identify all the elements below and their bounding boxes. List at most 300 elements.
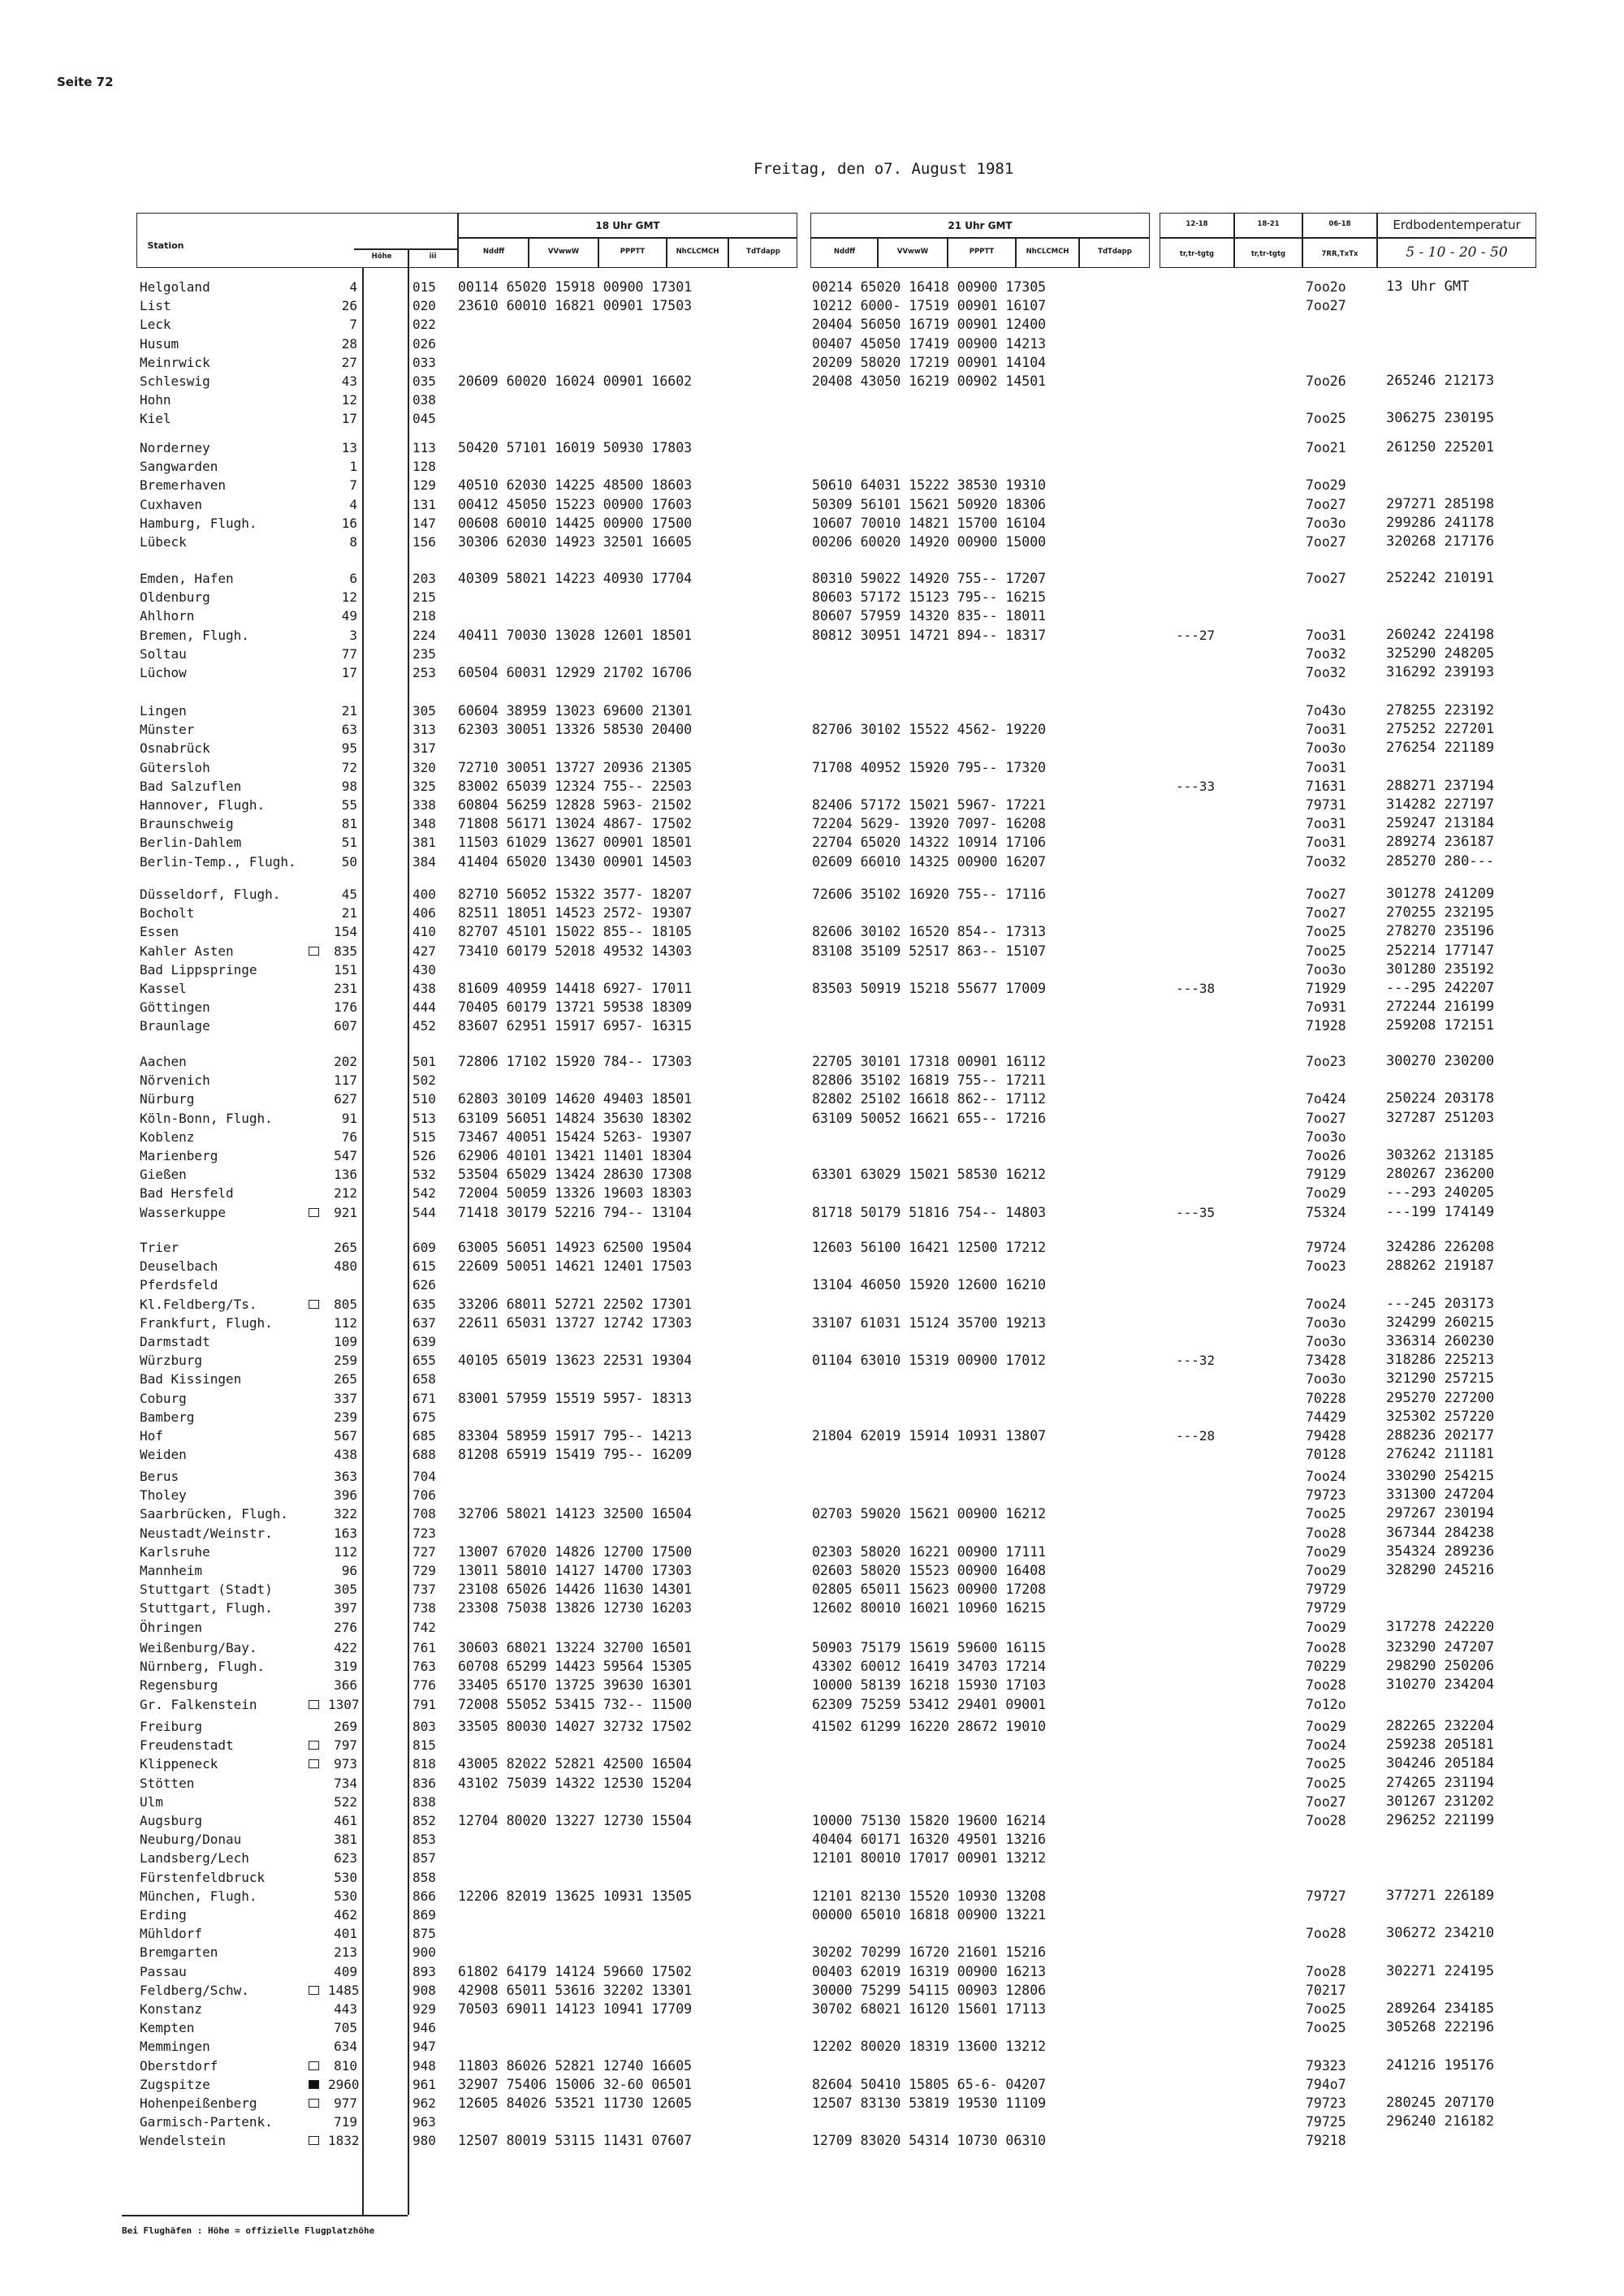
sub1821-header: tr,tr-tgtg — [1250, 250, 1286, 258]
station-name: Schleswig — [140, 373, 210, 389]
station-height: 43 — [341, 373, 357, 389]
station-height: 719 — [334, 2114, 357, 2130]
station-d21: 82406 57172 15021 5967- 17221 — [812, 797, 1047, 813]
station-row — [0, 1426, 1624, 1445]
station-height: 51 — [341, 835, 357, 851]
station-t: 288236 202177 — [1386, 1427, 1495, 1444]
station-name: Zugspitze — [140, 2076, 210, 2092]
station-d18: 83304 58959 15917 795-- 14213 — [458, 1428, 693, 1444]
station-t: ---293 240205 — [1386, 1185, 1495, 1202]
station-row — [0, 1165, 1624, 1184]
station-d21: 83108 35109 52517 863-- 15107 — [812, 943, 1047, 959]
station-d18: 82707 45101 15022 855-- 18105 — [458, 924, 693, 940]
station-row — [0, 495, 1624, 514]
station-t: 301267 231202 — [1386, 1793, 1495, 1810]
station-t: 13 Uhr GMT — [1386, 278, 1470, 295]
station-row — [0, 1962, 1624, 1981]
station-height: 17 — [341, 411, 357, 427]
station-row — [0, 1128, 1624, 1146]
station-name: Hohenpeißenberg — [140, 2095, 257, 2111]
station-iii: 635 — [412, 1296, 436, 1312]
station-t: 296252 221199 — [1386, 1812, 1495, 1828]
sub0618-header: 7RR,TxTx — [1321, 250, 1358, 258]
station-d21: 10000 58139 16218 15930 17103 — [812, 1677, 1047, 1694]
td-header-21: TdTdapp — [1098, 248, 1132, 256]
station-name: Nürnberg, Flugh. — [140, 1659, 266, 1675]
station-name: Nörvenich — [140, 1072, 210, 1089]
station-name: Hannover, Flugh. — [140, 797, 266, 813]
station-iii: 129 — [412, 477, 436, 494]
station-name: Köln-Bonn, Flugh. — [140, 1110, 273, 1126]
station-t: 276242 211181 — [1386, 1446, 1495, 1463]
station-t: 280267 236200 — [1386, 1166, 1495, 1183]
station-row — [0, 1052, 1624, 1071]
station-name: Klippeneck — [140, 1756, 218, 1772]
station-iii: 338 — [412, 797, 436, 813]
station-d21: 22705 30101 17318 00901 16112 — [812, 1054, 1047, 1069]
station-d18: 00412 45050 15223 00900 17603 — [458, 496, 693, 512]
station-name: Helgoland — [140, 279, 210, 295]
station-name: Trier — [140, 1240, 179, 1255]
station-row — [0, 1295, 1624, 1314]
station-t: 275252 227201 — [1386, 721, 1495, 738]
station-iii: 688 — [412, 1447, 436, 1463]
station-d18: 12507 80019 53115 11431 07607 — [458, 2133, 693, 2149]
station-iii: 444 — [412, 999, 436, 1016]
station-height: 176 — [334, 999, 357, 1016]
station-height: 973 — [334, 1756, 357, 1772]
station-e: 74429 — [1306, 1409, 1346, 1425]
station-d21: 30702 68021 16120 15601 17113 — [812, 2001, 1047, 2017]
station-e: 7oo25 — [1306, 943, 1346, 959]
station-e: 794o7 — [1306, 2076, 1346, 2092]
station-height: 322 — [334, 1506, 357, 1522]
station-name: Münster — [140, 722, 195, 738]
station-height: 109 — [334, 1334, 357, 1349]
station-height: 239 — [334, 1409, 357, 1425]
station-name: Bocholt — [140, 905, 195, 921]
station-name: Cuxhaven — [140, 496, 203, 512]
station-iii: 875 — [412, 1926, 436, 1942]
station-name: Regensburg — [140, 1677, 218, 1694]
station-d21: 63301 63029 15021 58530 16212 — [812, 1167, 1047, 1183]
station-height: 21 — [341, 703, 357, 719]
station-row — [0, 569, 1624, 588]
station-d18: 43005 82022 52821 42500 16504 — [458, 1756, 693, 1772]
station-e: 7oo25 — [1306, 411, 1346, 427]
station-iii: 325 — [412, 778, 436, 794]
station-e: 7oo29 — [1306, 1543, 1346, 1560]
station-d21: 10000 75130 15820 19600 16214 — [812, 1813, 1047, 1828]
station-iii: 035 — [412, 373, 436, 389]
station-d18: 72004 50059 13326 19603 18303 — [458, 1185, 693, 1202]
station-height: 366 — [334, 1677, 357, 1694]
station-d21: 82606 30102 16520 854-- 17313 — [812, 924, 1047, 940]
station-name: Hohn — [140, 392, 171, 408]
station-iii: 513 — [412, 1110, 436, 1126]
station-d18: 82710 56052 15322 3577- 18207 — [458, 887, 693, 902]
station-e: 7oo31 — [1306, 627, 1346, 643]
station-z: ---35 — [1176, 1204, 1216, 1220]
station-t: 324299 260215 — [1386, 1314, 1495, 1331]
station-e: 7oo25 — [1306, 2001, 1346, 2017]
station-row — [0, 2056, 1624, 2075]
station-name: Gießen — [140, 1167, 187, 1183]
station-name: Freudenstadt — [140, 1737, 234, 1754]
station-name: Emden, Hafen — [140, 571, 234, 586]
station-e: 7oo3o — [1306, 1314, 1346, 1331]
station-d21: 02603 58020 15523 00900 16408 — [812, 1563, 1047, 1578]
station-e: 7oo29 — [1306, 477, 1346, 494]
station-row — [0, 1717, 1624, 1736]
station-iii: 962 — [412, 2095, 436, 2111]
station-name: Kahler Asten — [140, 943, 234, 959]
station-e: 79129 — [1306, 1167, 1346, 1183]
station-d18: 83001 57959 15519 5957- 18313 — [458, 1390, 693, 1406]
station-e: 7oo24 — [1306, 1469, 1346, 1484]
station-height: 438 — [334, 1447, 357, 1463]
station-height: 401 — [334, 1926, 357, 1942]
station-e: 7o43o — [1306, 703, 1346, 719]
station-iii: 438 — [412, 981, 436, 996]
station-name: Neustadt/Weinstr. — [140, 1525, 273, 1541]
station-height: 547 — [334, 1148, 357, 1163]
station-iii: 980 — [412, 2133, 436, 2149]
station-height: 530 — [334, 1888, 357, 1904]
station-name: Erding — [140, 1907, 187, 1923]
station-height: 136 — [334, 1167, 357, 1183]
station-row — [0, 1016, 1624, 1035]
station-row — [0, 979, 1624, 998]
station-row — [0, 626, 1624, 645]
station-e: 7oo24 — [1306, 1296, 1346, 1312]
station-name: Konstanz — [140, 2001, 203, 2017]
station-t: 297267 230194 — [1386, 1505, 1495, 1522]
station-t: 317278 242220 — [1386, 1618, 1495, 1635]
station-t: 280245 207170 — [1386, 2095, 1495, 2111]
station-e: 79729 — [1306, 1582, 1346, 1598]
station-d21: 02805 65011 15623 00900 17208 — [812, 1582, 1047, 1598]
station-name: Oberstdorf — [140, 2057, 218, 2074]
station-height: 6 — [349, 571, 357, 586]
station-row — [0, 645, 1624, 663]
station-d21: 12101 82130 15520 10930 13208 — [812, 1888, 1047, 1904]
station-name: Feldberg/Schw. — [140, 1982, 249, 1998]
station-iii: 727 — [412, 1543, 436, 1560]
station-d18: 60604 38959 13023 69600 21301 — [458, 703, 693, 719]
station-iii: 685 — [412, 1428, 436, 1444]
station-height: 76 — [341, 1129, 357, 1145]
station-d21: 22704 65020 14322 10914 17106 — [812, 835, 1047, 851]
page-number: Seite 72 — [57, 75, 114, 89]
station-t: 320268 217176 — [1386, 533, 1495, 550]
station-d21: 12507 83130 53819 19530 11109 — [812, 2095, 1047, 2111]
station-d18: 00114 65020 15918 00900 17301 — [458, 279, 693, 295]
station-t: 296240 216182 — [1386, 2113, 1495, 2130]
station-name: Wendelstein — [140, 2133, 226, 2149]
station-t: 321290 257215 — [1386, 1370, 1495, 1388]
station-e: 7oo27 — [1306, 298, 1346, 314]
station-height: 55 — [341, 797, 357, 813]
station-e: 79724 — [1306, 1240, 1346, 1255]
station-height: 607 — [334, 1018, 357, 1034]
station-e: 70128 — [1306, 1447, 1346, 1463]
station-d18: 61802 64179 14124 59660 17502 — [458, 1963, 693, 1979]
station-name: Augsburg — [140, 1813, 203, 1828]
station-height: 17 — [341, 665, 357, 680]
station-d18: 82511 18051 14523 2572- 19307 — [458, 905, 693, 921]
station-d18: 33206 68011 52721 22502 17301 — [458, 1296, 693, 1312]
station-d21: 00403 62019 16319 00900 16213 — [812, 1963, 1047, 1979]
station-e: 7oo23 — [1306, 1054, 1346, 1069]
station-e: 7oo28 — [1306, 1926, 1346, 1942]
station-name: Kempten — [140, 2020, 195, 2036]
station-height: 522 — [334, 1793, 357, 1810]
station-d18: 33405 65170 13725 39630 16301 — [458, 1677, 693, 1694]
mountain-station-marker-icon — [309, 2099, 319, 2108]
station-d18: 22609 50051 14621 12401 17503 — [458, 1258, 693, 1275]
station-t: ---245 203173 — [1386, 1295, 1495, 1312]
station-e: 79218 — [1306, 2133, 1346, 2149]
station-name: Ahlhorn — [140, 608, 195, 624]
nddff-header-21: Nddff — [833, 248, 856, 256]
station-row — [0, 1332, 1624, 1351]
station-row — [0, 2018, 1624, 2037]
station-d18: 23308 75038 13826 12730 16203 — [458, 1600, 693, 1616]
station-iii: 510 — [412, 1091, 436, 1107]
station-name: Osnabrück — [140, 740, 210, 757]
station-row — [0, 476, 1624, 494]
station-height: 4 — [349, 279, 357, 295]
station-e: 70217 — [1306, 1982, 1346, 1998]
station-d18: 73410 60179 52018 49532 14303 — [458, 943, 693, 959]
station-iii: 038 — [412, 392, 436, 408]
uhr21-title: 21 Uhr GMT — [948, 220, 1013, 231]
station-row — [0, 1486, 1624, 1504]
station-row — [0, 1638, 1624, 1657]
station-d21: 00214 65020 16418 00900 17305 — [812, 279, 1047, 295]
station-d18: 62303 30051 13326 58530 20400 — [458, 722, 693, 738]
station-name: Deuselbach — [140, 1258, 218, 1275]
station-row — [0, 409, 1624, 428]
station-iii: 869 — [412, 1907, 436, 1923]
station-height: 202 — [334, 1054, 357, 1069]
station-row — [0, 1981, 1624, 2000]
station-row — [0, 1676, 1624, 1694]
station-iii: 218 — [412, 608, 436, 624]
station-t: 300270 230200 — [1386, 1053, 1495, 1069]
station-iii: 313 — [412, 722, 436, 738]
station-header: Station — [147, 240, 184, 251]
station-d21: 82806 35102 16819 755-- 17211 — [812, 1072, 1047, 1089]
station-d21: 12603 56100 16421 12500 17212 — [812, 1240, 1047, 1255]
station-t: 259238 205181 — [1386, 1737, 1495, 1754]
station-row — [0, 588, 1624, 606]
station-name: Kiel — [140, 411, 171, 427]
station-row — [0, 278, 1624, 296]
station-d18: 23108 65026 14426 11630 14301 — [458, 1582, 693, 1598]
station-iii: 502 — [412, 1072, 436, 1089]
station-iii: 776 — [412, 1677, 436, 1694]
station-d18: 81208 65919 15419 795-- 16209 — [458, 1447, 693, 1463]
station-name: Wasserkuppe — [140, 1204, 226, 1220]
station-e: 7oo25 — [1306, 1756, 1346, 1772]
station-row — [0, 1868, 1624, 1887]
station-height: 45 — [341, 887, 357, 902]
station-iii: 609 — [412, 1240, 436, 1255]
station-t: 354324 289236 — [1386, 1543, 1495, 1560]
station-iii: 033 — [412, 354, 436, 370]
station-height: 72 — [341, 759, 357, 775]
station-row — [0, 1071, 1624, 1090]
station-iii: 742 — [412, 1619, 436, 1635]
station-height: 797 — [334, 1737, 357, 1754]
station-name: Saarbrücken, Flugh. — [140, 1506, 289, 1522]
station-e: 7oo31 — [1306, 816, 1346, 832]
station-e: 79723 — [1306, 1487, 1346, 1504]
station-d18: 71808 56171 13024 4867- 17502 — [458, 816, 693, 832]
station-d18: 60708 65299 14423 59564 15305 — [458, 1659, 693, 1675]
station-name: Memmingen — [140, 2039, 210, 2055]
station-d21: 21804 62019 15914 10931 13807 — [812, 1428, 1047, 1444]
station-height: 213 — [334, 1944, 357, 1961]
station-height: 810 — [334, 2057, 357, 2074]
station-d18: 33505 80030 14027 32732 17502 — [458, 1719, 693, 1734]
station-iii: 515 — [412, 1129, 436, 1145]
station-iii: 026 — [412, 335, 436, 352]
station-e: 7oo25 — [1306, 1775, 1346, 1791]
station-d21: 12602 80010 16021 10960 16215 — [812, 1600, 1047, 1616]
station-height: 117 — [334, 1072, 357, 1089]
station-iii: 729 — [412, 1563, 436, 1578]
station-t: 252242 210191 — [1386, 570, 1495, 586]
station-name: Husum — [140, 335, 179, 352]
station-name: Soltau — [140, 645, 187, 662]
station-row — [0, 1238, 1624, 1257]
station-d21: 71708 40952 15920 795-- 17320 — [812, 759, 1047, 775]
station-name: Leck — [140, 317, 171, 333]
station-iii: 532 — [412, 1167, 436, 1183]
station-name: Düsseldorf, Flugh. — [140, 887, 281, 902]
station-iii: 224 — [412, 627, 436, 643]
station-d18: 72806 17102 15920 784-- 17303 — [458, 1054, 693, 1069]
station-t: 324286 226208 — [1386, 1239, 1495, 1255]
station-t: 299286 241178 — [1386, 514, 1495, 531]
station-z: ---38 — [1176, 981, 1216, 996]
station-height: 259 — [334, 1353, 357, 1369]
station-iii: 791 — [412, 1696, 436, 1712]
vvwww-header-21: VVwwW — [896, 248, 929, 256]
station-t: 301278 241209 — [1386, 886, 1495, 902]
station-d21: 33107 61031 15124 35700 19213 — [812, 1314, 1047, 1331]
station-name: Passau — [140, 1963, 187, 1979]
station-height: 163 — [334, 1525, 357, 1541]
station-row — [0, 1090, 1624, 1108]
station-d18: 32706 58021 14123 32500 16504 — [458, 1506, 693, 1522]
station-iii: 544 — [412, 1204, 436, 1220]
station-t: 289264 234185 — [1386, 2000, 1495, 2017]
station-t: 289274 236187 — [1386, 834, 1495, 851]
station-d21: 30202 70299 16720 21601 15216 — [812, 1944, 1047, 1961]
station-iii: 147 — [412, 515, 436, 531]
station-row — [0, 1524, 1624, 1543]
station-name: Kassel — [140, 981, 187, 996]
station-d18: 72008 55052 53415 732-- 11500 — [458, 1696, 693, 1712]
station-e: 75324 — [1306, 1204, 1346, 1220]
station-row — [0, 1109, 1624, 1128]
station-row — [0, 1314, 1624, 1332]
station-iii: 626 — [412, 1277, 436, 1293]
station-t: 302271 224195 — [1386, 1962, 1495, 1979]
station-d18: 50420 57101 16019 50930 17803 — [458, 440, 693, 455]
station-z: ---27 — [1176, 627, 1216, 643]
station-height: 276 — [334, 1619, 357, 1635]
station-row — [0, 922, 1624, 941]
mountain-station-marker-icon — [309, 1986, 319, 1995]
station-name: Bad Lippspringe — [140, 961, 257, 978]
station-d18: 30306 62030 14923 32501 16605 — [458, 534, 693, 550]
station-name: Bad Salzuflen — [140, 778, 242, 794]
station-d18: 40309 58021 14223 40930 17704 — [458, 571, 693, 586]
station-e: 7oo3o — [1306, 1371, 1346, 1388]
station-d18: 62803 30109 14620 49403 18501 — [458, 1091, 693, 1107]
station-iii: 853 — [412, 1832, 436, 1848]
station-iii: 738 — [412, 1600, 436, 1616]
station-height: 63 — [341, 722, 357, 738]
station-height: 305 — [334, 1582, 357, 1598]
station-name: Marienberg — [140, 1148, 218, 1163]
station-e: 7oo29 — [1306, 1619, 1346, 1635]
station-row — [0, 1618, 1624, 1637]
station-e: 7oo3o — [1306, 740, 1346, 757]
station-row — [0, 1467, 1624, 1486]
station-row — [0, 720, 1624, 739]
station-e: 7oo3o — [1306, 1334, 1346, 1349]
station-name: Braunschweig — [140, 816, 234, 832]
station-iii: 947 — [412, 2039, 436, 2055]
station-height: 627 — [334, 1091, 357, 1107]
station-height: 112 — [334, 1543, 357, 1560]
station-e: 7o12o — [1306, 1696, 1346, 1712]
station-e: 79725 — [1306, 2114, 1346, 2130]
station-row — [0, 1811, 1624, 1830]
station-iii: 253 — [412, 665, 436, 680]
station-row — [0, 1943, 1624, 1962]
station-d21: 83503 50919 15218 55677 17009 — [812, 981, 1047, 996]
station-iii: 381 — [412, 835, 436, 851]
station-t: ---295 242207 — [1386, 980, 1495, 996]
station-t: 331300 247204 — [1386, 1487, 1495, 1504]
station-height: 21 — [341, 905, 357, 921]
station-e: 7oo29 — [1306, 1719, 1346, 1734]
station-row — [0, 2075, 1624, 2094]
station-row — [0, 1445, 1624, 1464]
station-iii: 803 — [412, 1719, 436, 1734]
station-d21: 12101 80010 17017 00901 13212 — [812, 1850, 1047, 1867]
station-e: 7oo3o — [1306, 515, 1346, 531]
station-height: 98 — [341, 778, 357, 794]
station-e: 7oo27 — [1306, 1793, 1346, 1810]
station-iii: 737 — [412, 1582, 436, 1598]
station-e: 7oo27 — [1306, 534, 1346, 550]
station-e: 79723 — [1306, 2095, 1346, 2111]
station-name: Stötten — [140, 1775, 195, 1791]
station-height: 28 — [341, 335, 357, 352]
station-iii: 542 — [412, 1185, 436, 1202]
station-d18: 23610 60010 16821 00901 17503 — [458, 298, 693, 314]
station-d18: 60804 56259 12828 5963- 21502 — [458, 797, 693, 813]
station-row — [0, 1203, 1624, 1222]
